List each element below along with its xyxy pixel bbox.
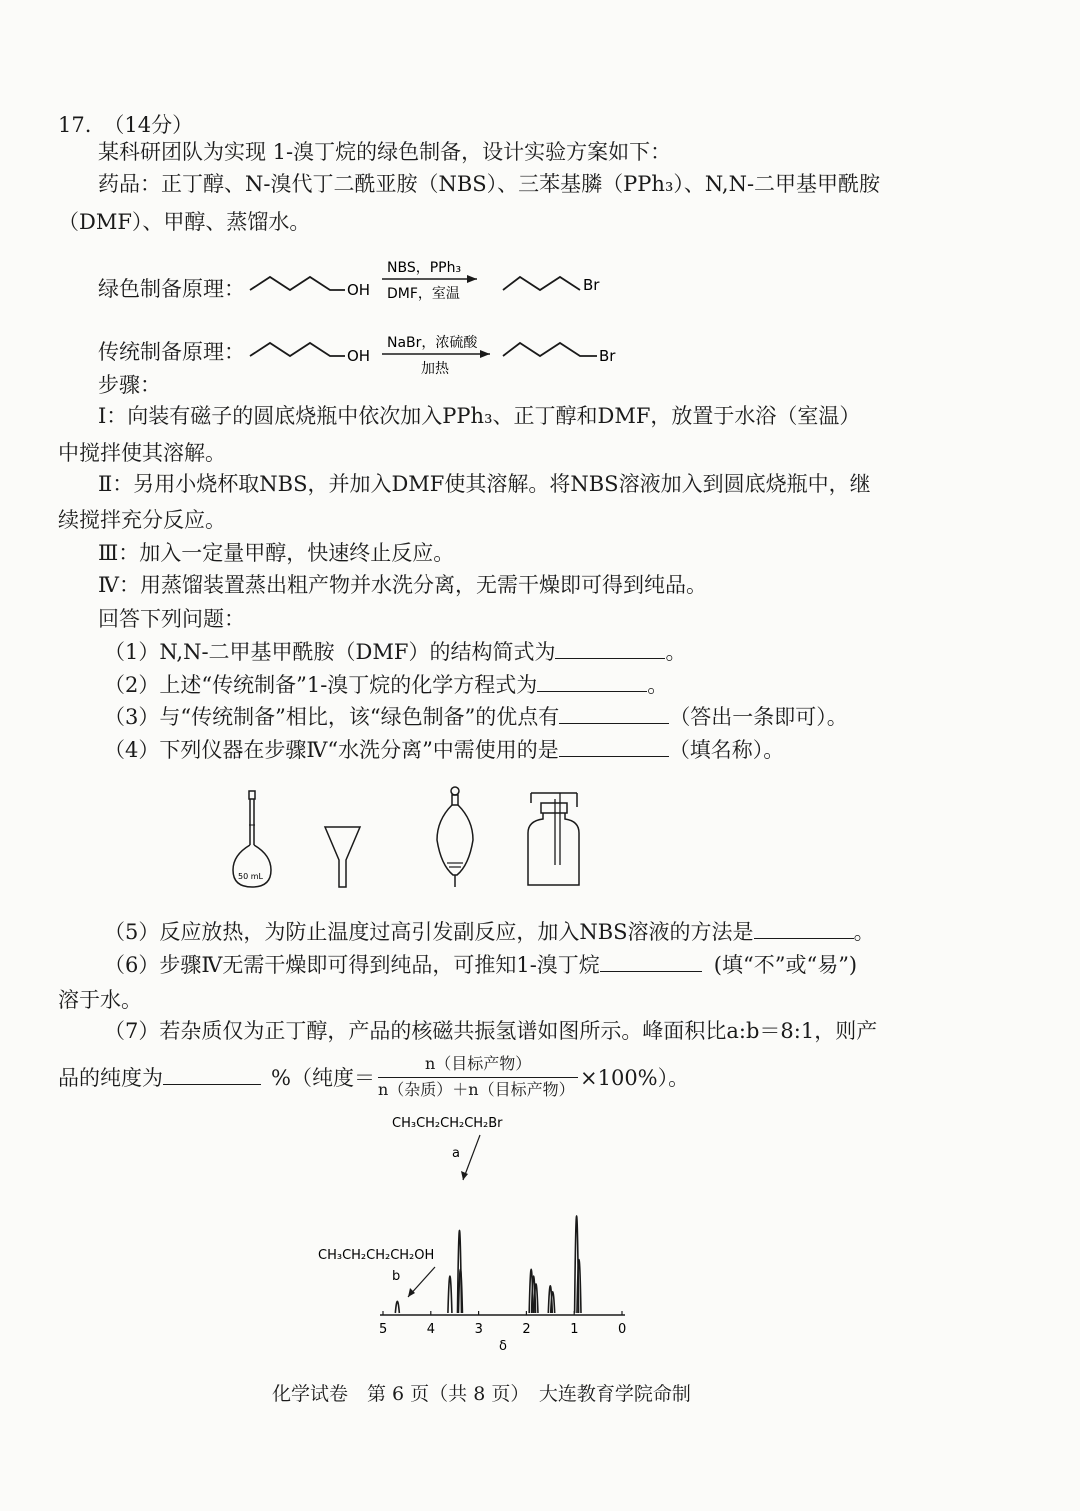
x-tick-label-4: 1	[570, 1322, 579, 1337]
answer-blank-3[interactable]	[559, 705, 669, 724]
step-2-line-1: Ⅱ：另用小烧杯取NBS，并加入DMF使其溶解。将NBS溶液加入到圆底烧瓶中，继	[98, 472, 871, 496]
gas-washing-bottle-icon	[528, 793, 579, 885]
arrow-a-icon	[461, 1171, 468, 1180]
condition-top: NBS，PPh₃	[387, 260, 462, 276]
answer-blank-2[interactable]	[537, 673, 647, 692]
questions-title: 回答下列问题：	[98, 607, 245, 631]
traditional-reaction-scheme	[245, 328, 625, 383]
fraction-numerator: n（目标产物）	[425, 1054, 532, 1073]
nmr-peak-0	[395, 1301, 399, 1313]
step-4: Ⅳ：用蒸馏装置蒸出粗产物并水洗分离，无需干燥即可得到纯品。	[98, 573, 707, 597]
question-2: （2）上述“传统制备”1-溴丁烷的化学方程式为 。	[104, 673, 669, 697]
question-5: （5）反应放热，为防止温度过高引发副反应，加入NBS溶液的方法是 。	[104, 920, 875, 944]
x-tick-label-2: 3	[474, 1322, 483, 1337]
compound-b-label: CH₃CH₂CH₂CH₂OH	[318, 1248, 435, 1263]
butanol-skeleton	[250, 343, 345, 356]
step-2-line-2: 续搅拌充分反应。	[58, 508, 226, 532]
arrow-head-icon	[467, 275, 477, 283]
traditional-principle-label: 传统制备原理：	[98, 340, 245, 364]
intro-text: 某科研团队为实现 1-溴丁烷的绿色制备，设计实验方案如下：	[98, 140, 672, 164]
oh-label: OH	[347, 281, 371, 299]
condition-bottom: 加热	[421, 361, 449, 377]
bromobutane-skeleton	[503, 343, 597, 356]
x-tick-label-0: 5	[379, 1322, 388, 1337]
apparatus-figure	[225, 785, 595, 895]
reagents-line-2: （DMF）、甲醇、蒸馏水。	[58, 210, 311, 234]
compound-a-label: CH₃CH₂CH₂CH₂Br	[392, 1116, 503, 1131]
funnel-icon	[325, 827, 360, 887]
nmr-peak-1	[448, 1276, 452, 1313]
fraction-bar	[378, 1077, 578, 1078]
bromobutane-skeleton	[503, 277, 580, 290]
page-footer: 化学试卷 第 6 页（共 8 页） 大连教育学院命制	[272, 1383, 691, 1405]
br-label: Br	[599, 347, 616, 365]
flask-volume-label: 50 mL	[238, 872, 263, 881]
x-tick-label-3: 2	[522, 1322, 531, 1337]
question-4: （4）下列仪器在步骤Ⅳ“水洗分离”中需使用的是 （填名称）。	[104, 738, 785, 762]
axis-label: δ	[499, 1339, 507, 1354]
question-number: 17. （14分）	[58, 113, 194, 137]
arrow-head-icon	[480, 350, 490, 358]
condition-bottom: DMF，室温	[387, 286, 460, 302]
answer-blank-1[interactable]	[555, 640, 665, 659]
fraction-denominator: n（杂质）＋n（目标产物）	[378, 1080, 575, 1099]
condition-top: NaBr，浓硫酸	[387, 335, 478, 351]
answer-blank-4[interactable]	[559, 738, 669, 757]
butanol-skeleton	[250, 277, 345, 290]
oh-label: OH	[347, 347, 371, 365]
peak-a-label: a	[452, 1146, 460, 1161]
answer-blank-7[interactable]	[163, 1066, 261, 1085]
x-tick-label-5: 0	[618, 1322, 627, 1337]
green-reaction-scheme	[245, 255, 625, 310]
reagents-line-1: 药品：正丁醇、N-溴代丁二酰亚胺（NBS）、三苯基膦（PPh₃）、N,N-二甲基甲酰胺	[98, 172, 881, 196]
step-1-line-2: 中搅拌使其溶解。	[58, 441, 226, 465]
arrow-b-icon	[408, 1288, 415, 1297]
answer-blank-6[interactable]	[600, 953, 702, 972]
separatory-funnel-icon	[437, 787, 473, 887]
step-3: Ⅲ：加入一定量甲醇，快速终止反应。	[98, 541, 455, 565]
nmr-spectrum	[300, 1105, 660, 1355]
br-label: Br	[583, 276, 600, 294]
peak-b-label: b	[392, 1269, 401, 1284]
volumetric-flask-icon	[233, 791, 271, 887]
answer-blank-5[interactable]	[754, 920, 854, 939]
question-1: （1）N,N-二甲基甲酰胺（DMF）的结构简式为 。	[104, 640, 687, 664]
green-principle-label: 绿色制备原理：	[98, 277, 245, 301]
question-7-line-2: 品的纯度为 %（纯度＝	[58, 1066, 375, 1090]
step-1-line-1: Ⅰ：向装有磁子的圆底烧瓶中依次加入PPh₃、正丁醇和DMF，放置于水浴（室温）	[98, 404, 861, 428]
question-7-line-1: （7）若杂质仅为正丁醇，产品的核磁共振氢谱如图所示。峰面积比a:b＝8:1，则产	[104, 1019, 878, 1043]
question-3: （3）与“传统制备”相比，该“绿色制备”的优点有 （答出一条即可）。	[104, 705, 848, 729]
question-7-tail: ×100%）。	[580, 1066, 690, 1090]
x-tick-label-1: 4	[426, 1322, 436, 1337]
steps-title: 步骤：	[98, 373, 161, 397]
question-6-line-2: 溶于水。	[58, 988, 142, 1012]
question-6: （6）步骤Ⅳ无需干燥即可得到纯品，可推知1-溴丁烷 (填“不”或“易”)	[104, 953, 858, 977]
